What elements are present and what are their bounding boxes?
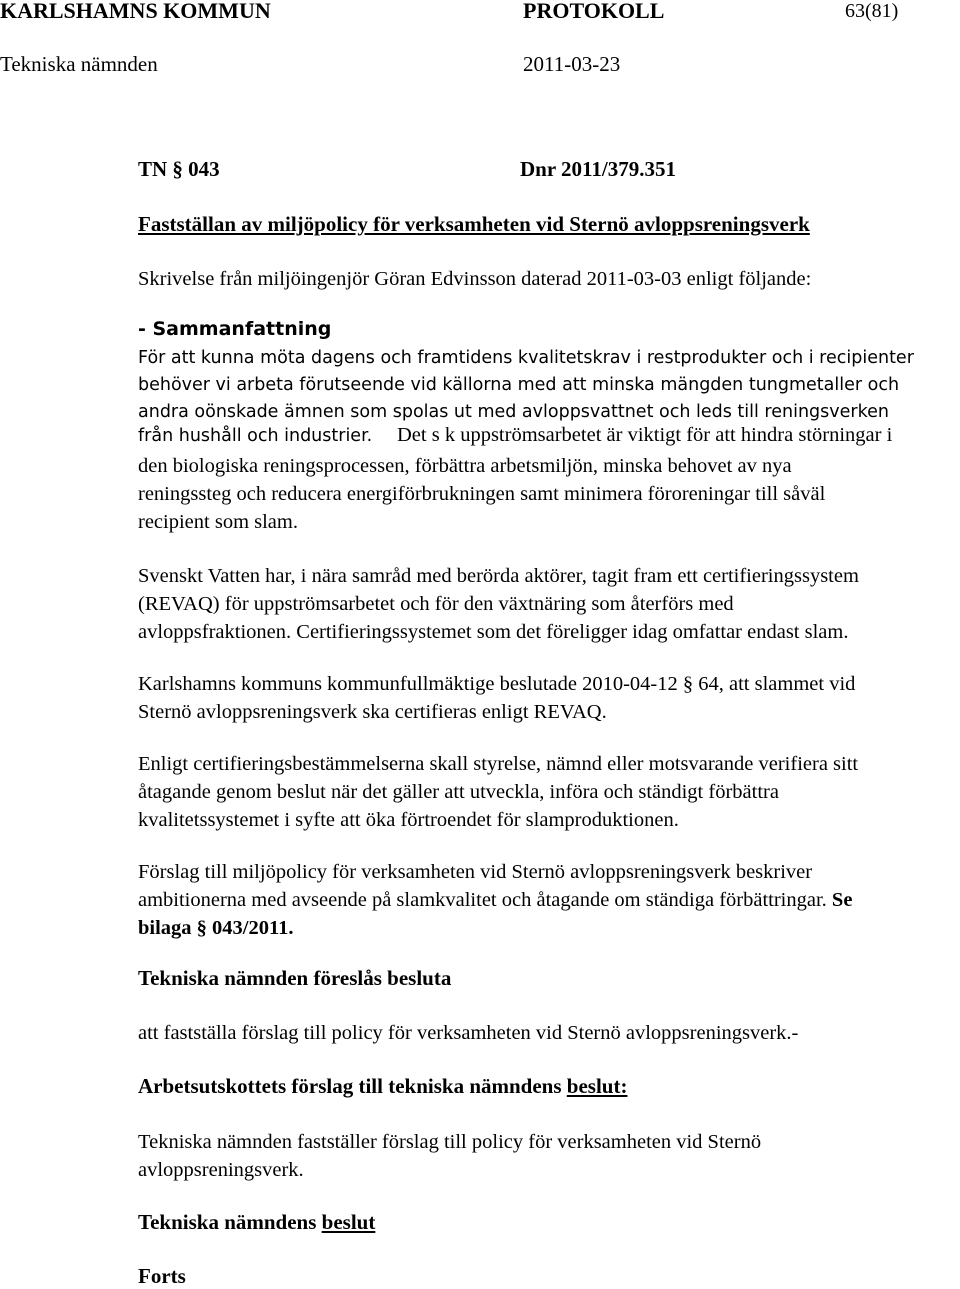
paragraph-line: avloppsfraktionen. Certifieringssystemet som det föreligger idag omfattar endast slam. [138,621,849,643]
committee-line: Tekniska nämnden fastställer förslag till policy för verksamheten vid Sternö [138,1131,762,1153]
proposal-text: att fastställa förslag till policy för verksamheten vid Sternö avloppsreningsverk.- [138,1022,799,1044]
paragraph-line: Sternö avloppsreningsverk ska certifieras enligt REVAQ. [138,701,607,723]
proposal-heading: Tekniska nämnden föreslås besluta [138,966,452,990]
summary-line: andra oönskade ämnen som spolas ut med avloppsvattnet och leds till reningsverken [138,402,889,422]
committee-text [138,1128,761,1184]
meeting-date: 2011-03-23 [523,52,621,76]
summary-continuation-block [138,452,825,536]
document-type: PROTOKOLL [523,0,665,23]
summary-continuation-line: recipient som slam. [138,511,298,533]
paragraph-council-decision [138,670,855,726]
paragraph-line: Enligt certifieringsbestämmelserna skall styrelse, nämnd eller motsvarande verifiera sitt [138,753,859,775]
paragraph-certification-rules [138,750,858,834]
paragraph-line: kvalitetssystemet i syfte att öka förtroendet för slamproduktionen. [138,809,679,831]
paragraph-line: (REVAQ) för uppströmsarbetet och för den växtnäring som återförs med [138,593,734,615]
page-number: 63(81) [845,0,899,22]
paragraph-line: åtagande genom beslut när det gäller att utveckla, införa och ständigt förbättra [138,781,779,803]
paragraph-line: Svenskt Vatten har, i nära samråd med berörda aktörer, tagit fram ett certifieringssystem [138,565,859,587]
paragraph-revaq [138,562,859,646]
summary-text [138,345,914,426]
summary-line: från hushåll och industrier. [138,426,373,446]
case-number: TN § 043 [138,157,220,181]
committee-heading-prefix: Arbetsutskottets förslag till tekniska nämndens [138,1074,562,1098]
paragraph-line: Karlshamns kommuns kommunfullmäktige beslutade 2010-04-12 § 64, att slammet vid [138,673,856,695]
summary-line: behöver vi arbeta förutseende vid källorna med att minska mängden tungmetaller och [138,375,900,395]
summary-heading: - Sammanfattning [138,318,332,340]
decision-heading-underlined: beslut [321,1210,376,1234]
attachment-reference: Se [831,889,853,911]
summary-continuation-line: reningssteg och reducera energiförbrukningen samt minimera föroreningar till såväl [138,483,826,505]
intro-text: Skrivelse från miljöingenjör Göran Edvinsson daterad 2011-03-03 enligt följande: [138,268,812,290]
organization-name: KARLSHAMNS KOMMUN [0,0,271,23]
summary-continuation-line: den biologiska reningsprocessen, förbättra arbetsmiljön, minska behovet av nya [138,455,792,477]
committee-heading [138,1074,627,1099]
decision-heading [138,1210,375,1235]
paragraph-text: ambitionerna med avseende på slamkvalitet och åtagande om ständiga förbättringar. [138,889,827,911]
diary-number: Dnr 2011/379.351 [520,157,676,181]
committee-line: avloppsreningsverk. [138,1159,304,1181]
paragraph-line [138,886,852,914]
summary-continuation: Det s k uppströmsarbetet är viktigt för att hindra störningar i [397,424,893,446]
paragraph-policy-proposal [138,858,852,942]
decision-heading-prefix: Tekniska nämndens [138,1210,317,1234]
paragraph-line: Förslag till miljöpolicy för verksamheten vid Sternö avloppsreningsverk beskriver [138,861,813,883]
continued-marker: Forts [138,1264,186,1288]
case-title: Fastställan av miljöpolicy för verksamheten vid Sternö avloppsreningsverk [138,212,810,236]
committee-name: Tekniska nämnden [0,52,158,76]
summary-line: För att kunna möta dagens och framtidens kvalitetskrav i restprodukter och i recipienter [138,348,914,368]
attachment-reference: bilaga § 043/2011. [138,917,294,939]
committee-heading-underlined: beslut: [566,1074,628,1098]
